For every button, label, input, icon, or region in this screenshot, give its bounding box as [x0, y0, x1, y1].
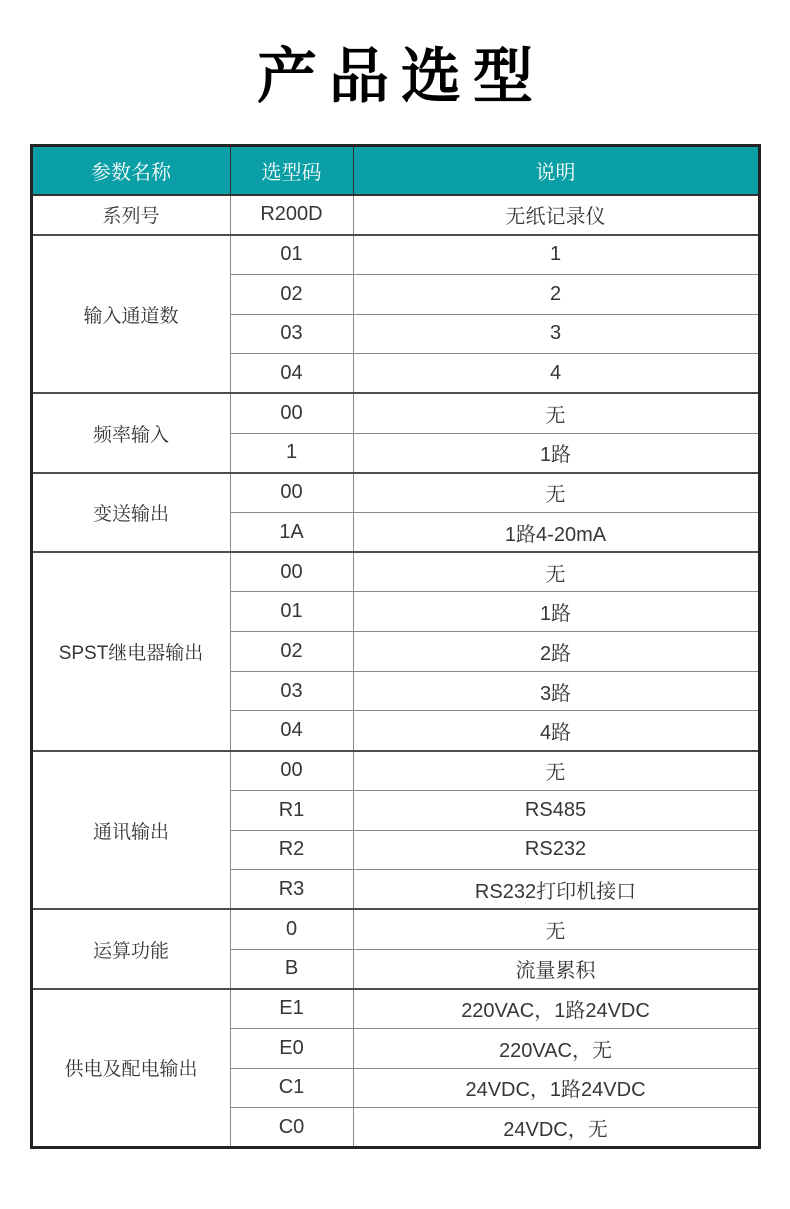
selection-code-cell: 02 — [230, 274, 353, 314]
selection-code-cell: 1 — [230, 433, 353, 473]
selection-code-cell: 00 — [230, 473, 353, 513]
selection-code-cell: 0 — [230, 909, 353, 949]
description-cell: 无 — [353, 393, 759, 433]
description-cell: 无 — [353, 909, 759, 949]
description-cell: 2 — [353, 274, 759, 314]
description-cell: 4路 — [353, 711, 759, 751]
table-row — [31, 393, 759, 433]
table-header-row — [31, 146, 759, 196]
selection-code-cell: C1 — [230, 1068, 353, 1108]
selection-code-cell: 01 — [230, 592, 353, 632]
description-cell: 220VAC，无 — [353, 1028, 759, 1068]
param-name-cell: 系列号 — [31, 195, 230, 235]
description-cell: RS485 — [353, 790, 759, 830]
table-body — [31, 195, 759, 1148]
column-header-description: 说明 — [353, 146, 759, 196]
table-row — [31, 989, 759, 1029]
description-cell: RS232打印机接口 — [353, 870, 759, 910]
selection-code-cell: 04 — [230, 711, 353, 751]
table-row — [31, 552, 759, 592]
description-cell: 24VDC，无 — [353, 1108, 759, 1148]
param-name-cell: SPST继电器输出 — [31, 552, 230, 750]
column-header-parameter-name: 参数名称 — [31, 146, 230, 196]
selection-code-cell: 00 — [230, 393, 353, 433]
table-row — [31, 751, 759, 791]
selection-code-cell: 00 — [230, 552, 353, 592]
param-name-cell: 供电及配电输出 — [31, 989, 230, 1148]
description-cell: 4 — [353, 354, 759, 394]
description-cell: 无 — [353, 751, 759, 791]
selection-code-cell: 03 — [230, 671, 353, 711]
description-cell: 流量累积 — [353, 949, 759, 989]
description-cell: 1路4-20mA — [353, 513, 759, 553]
selection-code-cell: 04 — [230, 354, 353, 394]
table-row — [31, 235, 759, 275]
column-header-selection-code: 选型码 — [230, 146, 353, 196]
selection-code-cell: 02 — [230, 632, 353, 672]
description-cell: 无纸记录仪 — [353, 195, 759, 235]
param-name-cell: 通讯输出 — [31, 751, 230, 910]
description-cell: 无 — [353, 552, 759, 592]
param-name-cell: 运算功能 — [31, 909, 230, 988]
selection-code-cell: 01 — [230, 235, 353, 275]
selection-code-cell: E0 — [230, 1028, 353, 1068]
description-cell: 1路 — [353, 592, 759, 632]
selection-code-cell: 00 — [230, 751, 353, 791]
page-title: 产品选型 — [257, 43, 545, 110]
description-cell: 3路 — [353, 671, 759, 711]
selection-code-cell: R3 — [230, 870, 353, 910]
selection-code-cell: 03 — [230, 314, 353, 354]
selection-code-cell: 1A — [230, 513, 353, 553]
description-cell: RS232 — [353, 830, 759, 870]
description-cell: 3 — [353, 314, 759, 354]
param-name-cell: 频率输入 — [31, 393, 230, 472]
selection-code-cell: E1 — [230, 989, 353, 1029]
product-selection-table — [30, 144, 761, 1149]
table-row — [31, 909, 759, 949]
description-cell: 1路 — [353, 433, 759, 473]
table-row — [31, 473, 759, 513]
param-name-cell: 变送输出 — [31, 473, 230, 552]
selection-code-cell: B — [230, 949, 353, 989]
description-cell: 2路 — [353, 632, 759, 672]
description-cell: 24VDC，1路24VDC — [353, 1068, 759, 1108]
selection-code-cell: C0 — [230, 1108, 353, 1148]
description-cell: 1 — [353, 235, 759, 275]
selection-code-cell: R200D — [230, 195, 353, 235]
table-row — [31, 195, 759, 235]
selection-code-cell: R2 — [230, 830, 353, 870]
param-name-cell: 输入通道数 — [31, 235, 230, 394]
selection-code-cell: R1 — [230, 790, 353, 830]
description-cell: 无 — [353, 473, 759, 513]
description-cell: 220VAC，1路24VDC — [353, 989, 759, 1029]
